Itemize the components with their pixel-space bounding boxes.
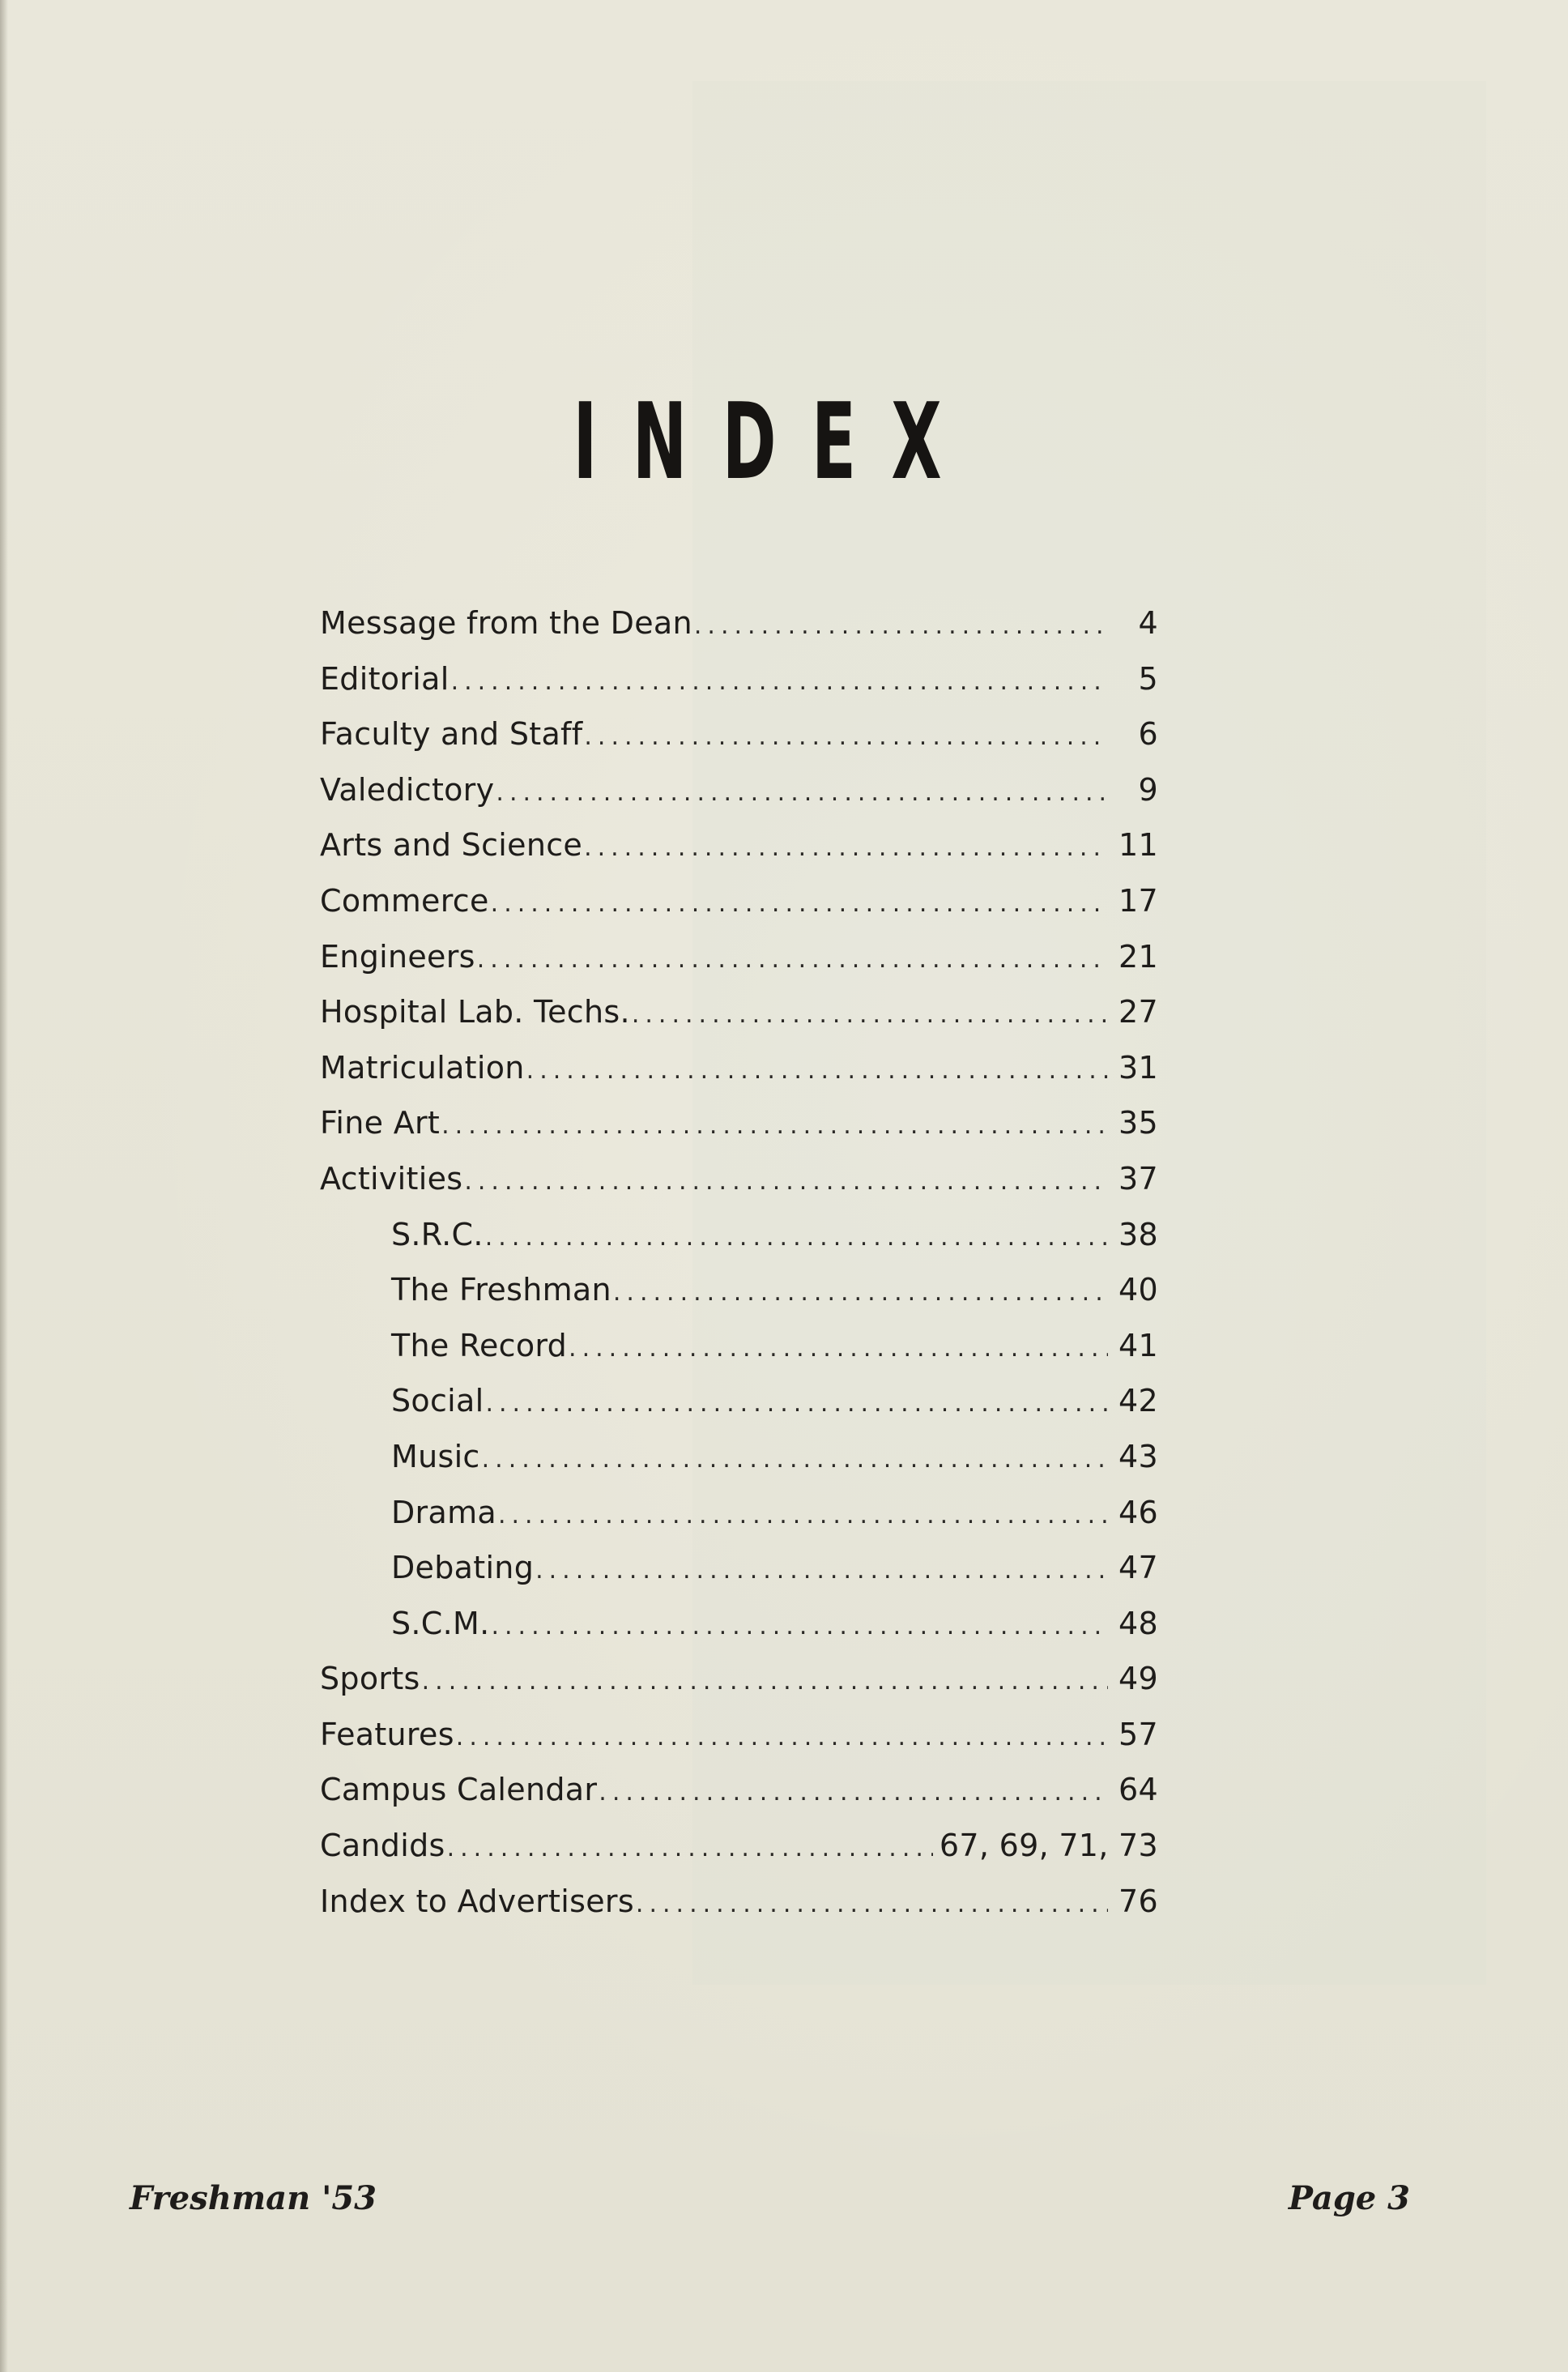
- dot-leader: [526, 1043, 1108, 1099]
- entry-label: Message from the Dean: [320, 605, 692, 641]
- entry-page-number: 47: [1118, 1550, 1158, 1586]
- dot-leader: [632, 988, 1108, 1043]
- entry-page-number: 38: [1118, 1216, 1158, 1252]
- entry-page-number: 43: [1118, 1438, 1158, 1474]
- dot-leader: [464, 1154, 1108, 1209]
- entry-page-number: 5: [1138, 660, 1158, 697]
- entry-label: Engineers: [320, 938, 475, 975]
- entry-page-number: 49: [1118, 1661, 1158, 1697]
- entry-page-number: 4: [1138, 605, 1158, 641]
- entry-page-number: 31: [1118, 1049, 1158, 1086]
- index-entry: [320, 1874, 1158, 1930]
- dot-leader: [496, 766, 1108, 821]
- entry-label: Sports: [320, 1661, 420, 1697]
- dot-leader: [447, 1821, 933, 1876]
- index-entry: [320, 595, 1158, 651]
- entry-page-number: 21: [1118, 938, 1158, 975]
- index-entry: [320, 1429, 1158, 1485]
- entry-page-number: 11: [1118, 827, 1158, 864]
- entry-label: The Freshman: [391, 1272, 611, 1308]
- dot-leader: [482, 1432, 1108, 1487]
- entry-label: Activities: [320, 1160, 463, 1197]
- entry-label: Social: [391, 1383, 484, 1419]
- entry-label: Valedictory: [320, 771, 495, 808]
- index-entry: [320, 1485, 1158, 1541]
- index-entry: [320, 762, 1158, 818]
- dot-leader: [636, 1877, 1108, 1932]
- dot-leader: [498, 1488, 1108, 1543]
- entry-label: Campus Calendar: [320, 1772, 598, 1808]
- index-title: INDEX: [573, 380, 977, 503]
- dot-leader: [485, 1376, 1108, 1431]
- dot-leader: [441, 1099, 1108, 1154]
- entry-label: Faculty and Staff: [320, 716, 583, 753]
- entry-page-number: 27: [1118, 994, 1158, 1030]
- dot-leader: [584, 821, 1108, 876]
- entry-page-number: 48: [1118, 1605, 1158, 1641]
- entry-page-number: 6: [1138, 716, 1158, 753]
- entry-page-number: 35: [1118, 1105, 1158, 1141]
- index-entry: [320, 1596, 1158, 1652]
- entry-page-number: 42: [1118, 1383, 1158, 1419]
- entry-label: Matriculation: [320, 1049, 525, 1086]
- entry-label: S.C.M.: [391, 1605, 490, 1641]
- index-entry: [320, 1262, 1158, 1318]
- dot-leader: [422, 1654, 1108, 1709]
- index-entry: [320, 984, 1158, 1040]
- dot-leader: [584, 710, 1108, 765]
- entry-page-number: 46: [1118, 1494, 1158, 1530]
- entry-label: Music: [391, 1438, 480, 1474]
- entry-page-number: 41: [1118, 1327, 1158, 1363]
- index-entry: [320, 1318, 1158, 1374]
- index-entry: [320, 929, 1158, 985]
- index-entry: [320, 706, 1158, 762]
- entry-label: Candids: [320, 1828, 445, 1864]
- index-entry: [320, 1151, 1158, 1207]
- dot-leader: [599, 1765, 1108, 1820]
- entry-label: Features: [320, 1716, 454, 1752]
- footer-page-number: Page 3: [1288, 2179, 1410, 2217]
- entry-page-number: 9: [1138, 771, 1158, 808]
- dot-leader: [491, 1599, 1108, 1654]
- dot-leader: [694, 599, 1108, 654]
- entry-page-number: 40: [1118, 1272, 1158, 1308]
- index-entry: [320, 873, 1158, 929]
- footer-publication: Freshman '53: [130, 2179, 377, 2217]
- dot-leader: [451, 655, 1108, 710]
- dot-leader: [456, 1710, 1108, 1765]
- entry-page-number: 64: [1118, 1772, 1158, 1808]
- index-entry: [320, 1818, 1158, 1874]
- dot-leader: [491, 877, 1108, 932]
- index-entry: [320, 1040, 1158, 1096]
- entry-label: Commerce: [320, 882, 489, 919]
- index-entry: [320, 1707, 1158, 1763]
- dot-leader: [477, 932, 1108, 988]
- index-entry: [320, 1540, 1158, 1596]
- index-entry: [320, 1762, 1158, 1818]
- index-entry: [320, 1207, 1158, 1263]
- entry-page-number: 76: [1118, 1883, 1158, 1919]
- entry-label: Drama: [391, 1494, 496, 1530]
- entry-label: Debating: [391, 1550, 535, 1586]
- entry-page-number: 67, 69, 71, 73: [939, 1828, 1158, 1864]
- index-entry: [320, 1373, 1158, 1429]
- entry-label: Arts and Science: [320, 827, 583, 864]
- index-entry: [320, 651, 1158, 707]
- dot-leader: [613, 1265, 1108, 1320]
- entry-label: Fine Art: [320, 1105, 441, 1141]
- dot-leader: [485, 1210, 1108, 1265]
- entry-label: Editorial: [320, 660, 450, 697]
- entry-label: Index to Advertisers: [320, 1883, 634, 1919]
- entry-label: The Record: [391, 1327, 568, 1363]
- page-edge-shadow: [0, 0, 8, 2372]
- entry-page-number: 57: [1118, 1716, 1158, 1752]
- index-entry: [320, 1651, 1158, 1707]
- entry-label: S.R.C.: [391, 1216, 484, 1252]
- entry-page-number: 17: [1118, 882, 1158, 919]
- entry-page-number: 37: [1118, 1160, 1158, 1197]
- index-entry: [320, 817, 1158, 873]
- index-entry: [320, 1095, 1158, 1151]
- entry-label: Hospital Lab. Techs.: [320, 994, 630, 1030]
- index-list: [320, 595, 1158, 1929]
- dot-leader: [569, 1321, 1108, 1376]
- dot-leader: [535, 1543, 1108, 1598]
